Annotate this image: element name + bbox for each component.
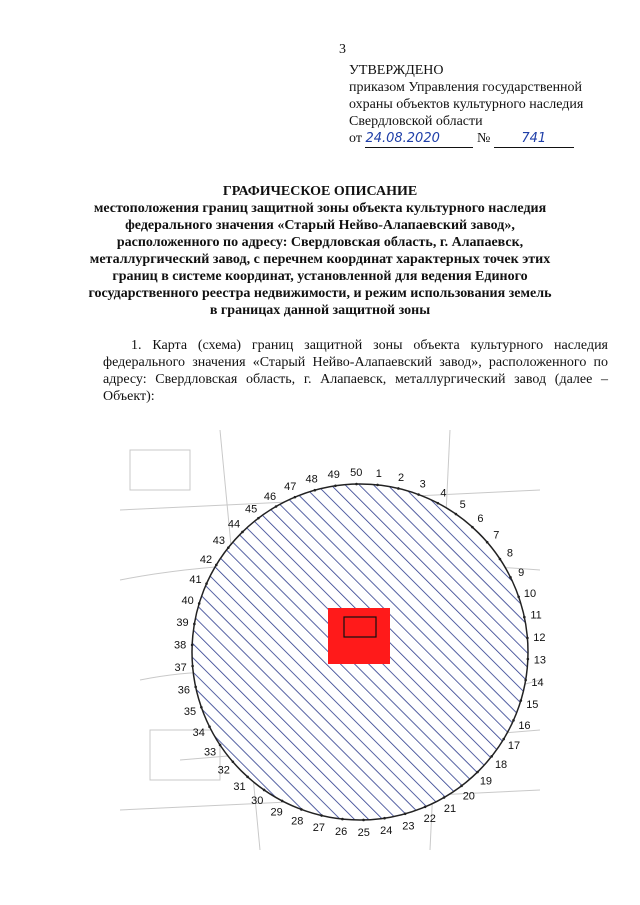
boundary-point-label: 13 <box>533 654 546 667</box>
boundary-point-marker <box>460 785 463 788</box>
boundary-point-label: 1 <box>375 467 382 480</box>
boundary-point-label: 12 <box>533 631 546 644</box>
boundary-point-marker <box>193 623 196 626</box>
boundary-point-marker <box>263 789 266 792</box>
boundary-point-label: 25 <box>357 826 370 839</box>
boundary-point-label: 29 <box>270 806 283 819</box>
boundary-point-label: 40 <box>181 594 194 607</box>
boundary-point-marker <box>520 699 523 702</box>
boundary-point-label: 50 <box>350 467 363 480</box>
boundary-point-marker <box>241 531 244 534</box>
boundary-point-label: 33 <box>203 746 217 759</box>
boundary-point-marker <box>314 489 317 492</box>
paragraph-1: 1. Карта (схема) границ защитной зоны объекта культурного наследия федерального значения «Старый Нейво-Алапаевский завод», расположенного по адресу: Свердловская область, г. Алапаевск, металлургический завод (далее – Объект): <box>103 338 608 404</box>
boundary-point-marker <box>397 487 400 490</box>
number-value: 741 <box>494 130 574 148</box>
boundary-point-label: 28 <box>291 815 304 828</box>
boundary-point-label: 19 <box>479 775 493 788</box>
boundary-point-marker <box>191 665 194 668</box>
boundary-point-marker <box>527 658 530 661</box>
boundary-point-marker <box>281 800 284 803</box>
boundary-point-label: 20 <box>462 790 475 803</box>
approval-date-line <box>349 130 583 148</box>
approval-line-3: Свердловской области <box>349 114 483 129</box>
boundary-point-label: 36 <box>177 684 191 697</box>
page-number: 3 <box>339 42 346 57</box>
boundary-point-label: 8 <box>506 547 513 560</box>
boundary-point-marker <box>275 505 278 508</box>
boundary-point-marker <box>320 814 323 817</box>
boundary-point-marker <box>215 564 218 567</box>
boundary-point-label: 32 <box>217 764 230 777</box>
boundary-point-label: 6 <box>477 513 484 526</box>
approval-stamp <box>349 62 583 148</box>
boundary-point-label: 42 <box>199 553 213 566</box>
boundary-point-marker <box>362 819 365 822</box>
boundary-point-label: 47 <box>284 481 297 494</box>
boundary-point-marker <box>509 576 512 579</box>
boundary-point-label: 45 <box>245 503 258 516</box>
boundary-point-marker <box>486 541 489 544</box>
boundary-point-label: 23 <box>402 820 415 833</box>
approval-line-1: приказом Управления государственной <box>349 80 583 95</box>
boundary-point-marker <box>524 679 527 682</box>
boundary-point-marker <box>517 595 520 598</box>
boundary-point-label: 26 <box>335 826 348 839</box>
boundary-point-label: 27 <box>312 822 326 835</box>
boundary-point-marker <box>334 485 337 488</box>
boundary-point-marker <box>512 719 515 722</box>
date-prefix: от <box>349 131 362 146</box>
approval-line-2: охраны объектов культурного наследия <box>349 97 584 112</box>
boundary-point-label: 49 <box>327 468 340 481</box>
boundary-point-marker <box>523 616 526 619</box>
boundary-point-marker <box>200 706 203 709</box>
boundary-point-label: 3 <box>419 478 426 491</box>
boundary-point-marker <box>417 493 420 496</box>
document-title <box>60 183 580 319</box>
boundary-point-marker <box>194 686 197 689</box>
boundary-point-label: 18 <box>494 758 508 771</box>
boundary-point-label: 2 <box>398 471 405 484</box>
boundary-point-label: 39 <box>176 616 189 629</box>
boundary-point-label: 48 <box>305 473 318 486</box>
boundary-point-label: 21 <box>443 802 457 815</box>
boundary-point-label: 44 <box>227 518 241 531</box>
boundary-point-marker <box>232 760 235 763</box>
boundary-point-label: 4 <box>440 487 447 500</box>
boundary-point-label: 22 <box>423 812 436 825</box>
boundary-point-marker <box>355 483 358 486</box>
boundary-point-label: 11 <box>530 609 542 622</box>
boundary-point-label: 9 <box>518 566 525 579</box>
boundary-point-label: 30 <box>251 794 264 807</box>
boundary-point-label: 5 <box>459 499 466 512</box>
boundary-point-label: 34 <box>192 727 205 740</box>
boundary-point-marker <box>227 546 230 549</box>
boundary-point-marker <box>205 582 208 585</box>
boundary-point-label: 10 <box>523 587 537 600</box>
boundary-point-marker <box>526 637 529 640</box>
boundary-point-marker <box>499 558 502 561</box>
boundary-point-label: 16 <box>518 720 531 733</box>
boundary-point-label: 37 <box>174 662 187 675</box>
boundary-point-marker <box>424 806 427 809</box>
boundary-point-label: 14 <box>531 677 544 690</box>
title-heading: ГРАФИЧЕСКОЕ ОПИСАНИЕ <box>222 184 418 199</box>
title-subtitle: местоположения границ защитной зоны объекта культурного наследия федерального значения «Старый Нейво-Алапаевский завод», расположенного по адресу: Свердловская область, г. Алапаевск, металлургический завод, с перечнем координат характерных точек этих границ в системе координат, установленной для ведения Единого государственного реестра недвижимости, и режим использования земель в границах данной защитной зоны <box>88 201 552 318</box>
boundary-point-marker <box>300 808 303 811</box>
boundary-point-marker <box>443 796 446 799</box>
boundary-point-label: 15 <box>526 699 539 712</box>
boundary-point-marker <box>437 502 440 505</box>
boundary-point-marker <box>455 513 458 516</box>
boundary-point-marker <box>208 725 211 728</box>
boundary-point-label: 35 <box>183 706 197 719</box>
boundary-point-label: 31 <box>233 780 246 793</box>
boundary-point-marker <box>404 813 407 816</box>
boundary-point-marker <box>294 496 297 499</box>
boundary-point-label: 43 <box>212 535 226 548</box>
boundary-point-marker <box>191 644 194 647</box>
boundary-point-marker <box>383 817 386 820</box>
boundary-point-marker <box>376 484 379 487</box>
boundary-point-label: 46 <box>263 491 277 504</box>
boundary-point-marker <box>476 771 479 774</box>
boundary-point-marker <box>257 517 260 520</box>
boundary-point-marker <box>471 526 474 529</box>
boundary-point-marker <box>219 744 222 747</box>
boundary-point-label: 7 <box>493 529 500 542</box>
number-prefix: № <box>476 131 491 146</box>
boundary-point-marker <box>502 738 505 741</box>
protection-zone-map <box>120 430 546 850</box>
boundary-point-marker <box>490 755 493 758</box>
boundary-point-label: 38 <box>174 639 187 652</box>
date-value: 24.08.2020 <box>365 130 473 148</box>
boundary-point-marker <box>246 776 249 779</box>
approval-heading: УТВЕРЖДЕНО <box>349 63 444 78</box>
boundary-point-label: 17 <box>507 740 521 753</box>
boundary-point-label: 24 <box>380 825 393 838</box>
boundary-point-marker <box>198 602 201 605</box>
boundary-point-marker <box>341 818 344 821</box>
boundary-point-label: 41 <box>189 573 202 586</box>
